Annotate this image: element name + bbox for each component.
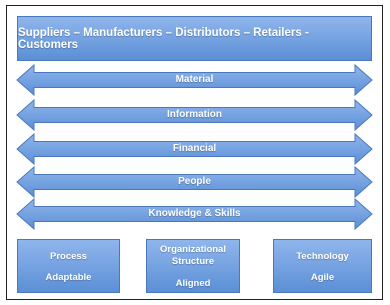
process-sub: Adaptable xyxy=(45,272,92,283)
flow-label-knowledge-skills: Knowledge & Skills xyxy=(148,208,241,219)
flow-label-financial: Financial xyxy=(172,143,217,154)
flow-label-material: Material xyxy=(175,74,214,85)
process-box xyxy=(17,239,120,293)
org-structure-box xyxy=(146,239,240,293)
supply-chain-header-text: Suppliers – Manufacturers – Distributors – Retailers - Customers xyxy=(18,26,309,51)
flow-label-information: Information xyxy=(167,109,222,120)
technology-title: Technology xyxy=(296,251,349,262)
technology-sub: Agile xyxy=(310,272,335,283)
technology-box xyxy=(273,239,372,293)
flow-label-people: People xyxy=(178,176,211,187)
org-structure-title: Organizational Structure xyxy=(160,244,226,267)
process-title: Process xyxy=(50,251,87,262)
org-structure-sub: Aligned xyxy=(175,278,211,289)
